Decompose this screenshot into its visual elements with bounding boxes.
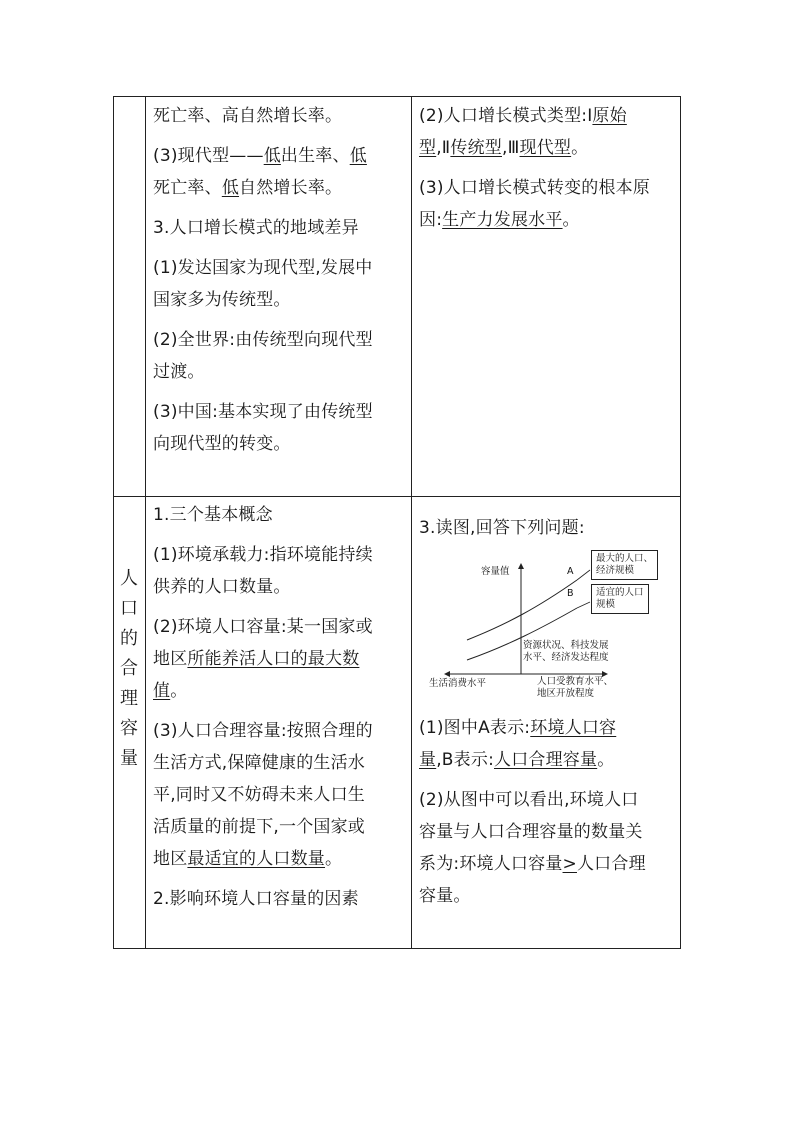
paragraph-carrying-capacity: (1)环境承载力:指环境能持续 供养的人口数量。 xyxy=(153,545,373,597)
y-axis-label: 容量值 xyxy=(481,566,510,577)
table-left-border xyxy=(113,96,114,949)
row2-right-cell xyxy=(419,512,677,914)
section-heading: 2.影响环境人口容量的因素 xyxy=(153,889,359,909)
row1-middle-cell xyxy=(153,100,409,462)
table-row-divider xyxy=(113,496,681,497)
section-heading: 1.三个基本概念 xyxy=(153,505,273,525)
table-top-border xyxy=(113,96,681,97)
answer-2: (2)从图中可以看出,环境人口 容量与人口合理容量的数量关 系为:环境人口容量>人口合理 容量。 xyxy=(419,790,646,906)
paragraph: (2)全世界:由传统型向现代型 过渡。 xyxy=(153,330,373,382)
leader-b xyxy=(577,602,590,608)
curve-b-label: B xyxy=(567,588,574,599)
label-box-b: 适宜的人口 规模 xyxy=(591,584,649,614)
x-axis-right-label: 人口受教育水平、 地区开放程度 xyxy=(537,676,614,699)
table-bottom-border xyxy=(113,948,681,949)
paragraph-population-capacity: (2)环境人口容量:某一国家或 地区所能养活人口的最大数 值。 xyxy=(153,617,373,701)
title-char: 人 xyxy=(120,568,138,589)
table-col-divider-1 xyxy=(145,96,146,949)
paragraph-reasonable-capacity: (3)人口合理容量:按照合理的 生活方式,保障健康的生活水 平,同时又不妨碍未来人口生 活质量的前提下,一个国家或 地区最适宜的人口数量。 xyxy=(153,721,373,869)
answer-1: (1)图中A表示:环境人口容 量,B表示:人口合理容量。 xyxy=(419,718,617,770)
leader-a xyxy=(577,570,590,580)
title-char: 合 xyxy=(120,658,138,679)
capacity-diagram xyxy=(427,550,667,699)
title-char: 的 xyxy=(120,628,138,649)
table-col-divider-2 xyxy=(411,96,412,949)
title-char: 理 xyxy=(120,688,138,709)
x-axis-left-label: 生活消费水平 xyxy=(429,678,487,689)
paragraph-root-cause: (3)人口增长模式转变的根本原 因:生产力发展水平。 xyxy=(419,178,651,230)
mid-factor-label: 资源状况、科技发展 水平、经济发达程度 xyxy=(523,640,609,663)
table-right-border xyxy=(680,96,681,949)
row2-vertical-title xyxy=(113,564,145,774)
question-prompt: 3.读图,回答下列问题: xyxy=(419,518,585,538)
title-char: 口 xyxy=(120,598,138,619)
paragraph: (3)中国:基本实现了由传统型 向现代型的转变。 xyxy=(153,402,373,454)
paragraph-modern-type: (3)现代型——低出生率、低 死亡率、低自然增长率。 xyxy=(153,146,367,198)
title-char: 量 xyxy=(120,748,138,769)
content-table xyxy=(113,96,681,949)
label-box-a: 最大的人口、 经济规模 xyxy=(591,550,658,580)
title-char: 容 xyxy=(120,718,138,739)
curve-a xyxy=(467,580,577,640)
paragraph: (1)发达国家为现代型,发展中 国家多为传统型。 xyxy=(153,258,373,310)
paragraph-growth-types: (2)人口增长模式类型:Ⅰ原始 型,Ⅱ传统型,Ⅲ现代型。 xyxy=(419,106,627,158)
section-heading: 3.人口增长模式的地域差异 xyxy=(153,218,359,238)
row2-middle-cell xyxy=(153,499,409,917)
curve-a-label: A xyxy=(567,566,574,577)
paragraph: 死亡率、高自然增长率。 xyxy=(153,106,343,126)
row1-right-cell xyxy=(419,100,677,238)
